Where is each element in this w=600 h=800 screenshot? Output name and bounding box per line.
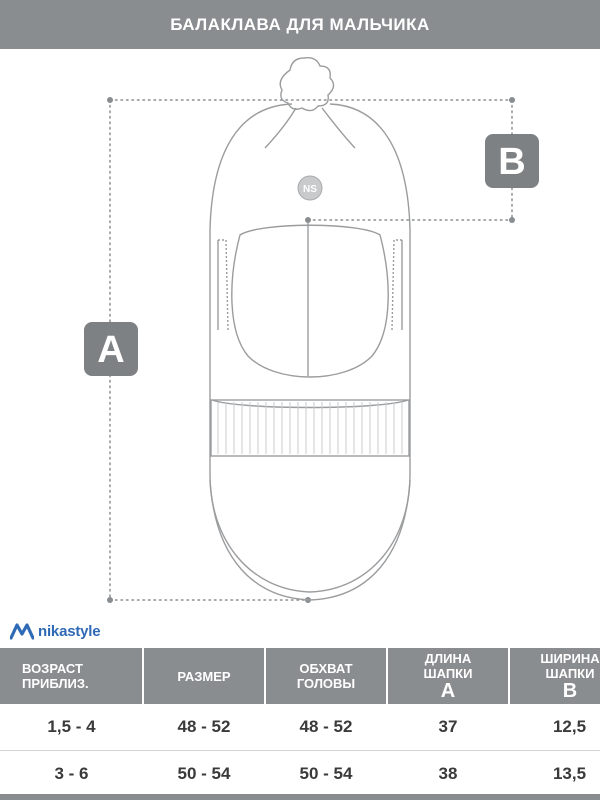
table-header-row xyxy=(0,648,600,704)
cell-head-circumference: 48 - 52 xyxy=(265,704,387,751)
cell-age: 1,5 - 4 xyxy=(0,704,143,751)
ns-logo-text: NS xyxy=(303,184,317,195)
table-row xyxy=(0,751,600,798)
page-title: БАЛАКЛАВА ДЛЯ МАЛЬЧИКА xyxy=(170,14,430,34)
pompom xyxy=(280,58,333,111)
dimension-lines xyxy=(110,100,512,600)
column-header-length-a: ДЛИНА ШАПКИ A xyxy=(387,648,509,704)
cell-size: 50 - 54 xyxy=(143,751,265,798)
balaclava-diagram xyxy=(0,49,600,639)
cell-width-b: 13,5 xyxy=(509,751,600,798)
column-header-age: ВОЗРАСТ ПРИБЛИЗ. xyxy=(0,648,143,704)
rib-lines xyxy=(218,402,402,454)
cell-head-circumference: 50 - 54 xyxy=(265,751,387,798)
cell-length-a: 38 xyxy=(387,751,509,798)
brand-logo xyxy=(10,620,100,642)
size-table xyxy=(0,648,600,798)
header-bar xyxy=(0,0,600,49)
dimension-badge-a xyxy=(84,322,138,376)
badge-b-label: B xyxy=(498,141,526,183)
dimension-badge-b xyxy=(485,134,539,188)
column-header-size: РАЗМЕР xyxy=(143,648,265,704)
nikastyle-logo-icon xyxy=(10,622,34,640)
table-row xyxy=(0,704,600,751)
footer-bar xyxy=(0,794,600,800)
column-header-width-b: ШИРИНА ШАПКИ B xyxy=(509,648,600,704)
column-header-head-circumference: ОБХВАТ ГОЛОВЫ xyxy=(265,648,387,704)
cell-size: 48 - 52 xyxy=(143,704,265,751)
badge-a-label: A xyxy=(97,329,125,371)
cell-length-a: 37 xyxy=(387,704,509,751)
cell-width-b: 12,5 xyxy=(509,704,600,751)
brand-name: nikastyle xyxy=(38,622,101,640)
ns-logo-patch xyxy=(298,176,322,200)
cell-age: 3 - 6 xyxy=(0,751,143,798)
dimension-points xyxy=(107,97,515,603)
balaclava-outline xyxy=(210,58,410,600)
